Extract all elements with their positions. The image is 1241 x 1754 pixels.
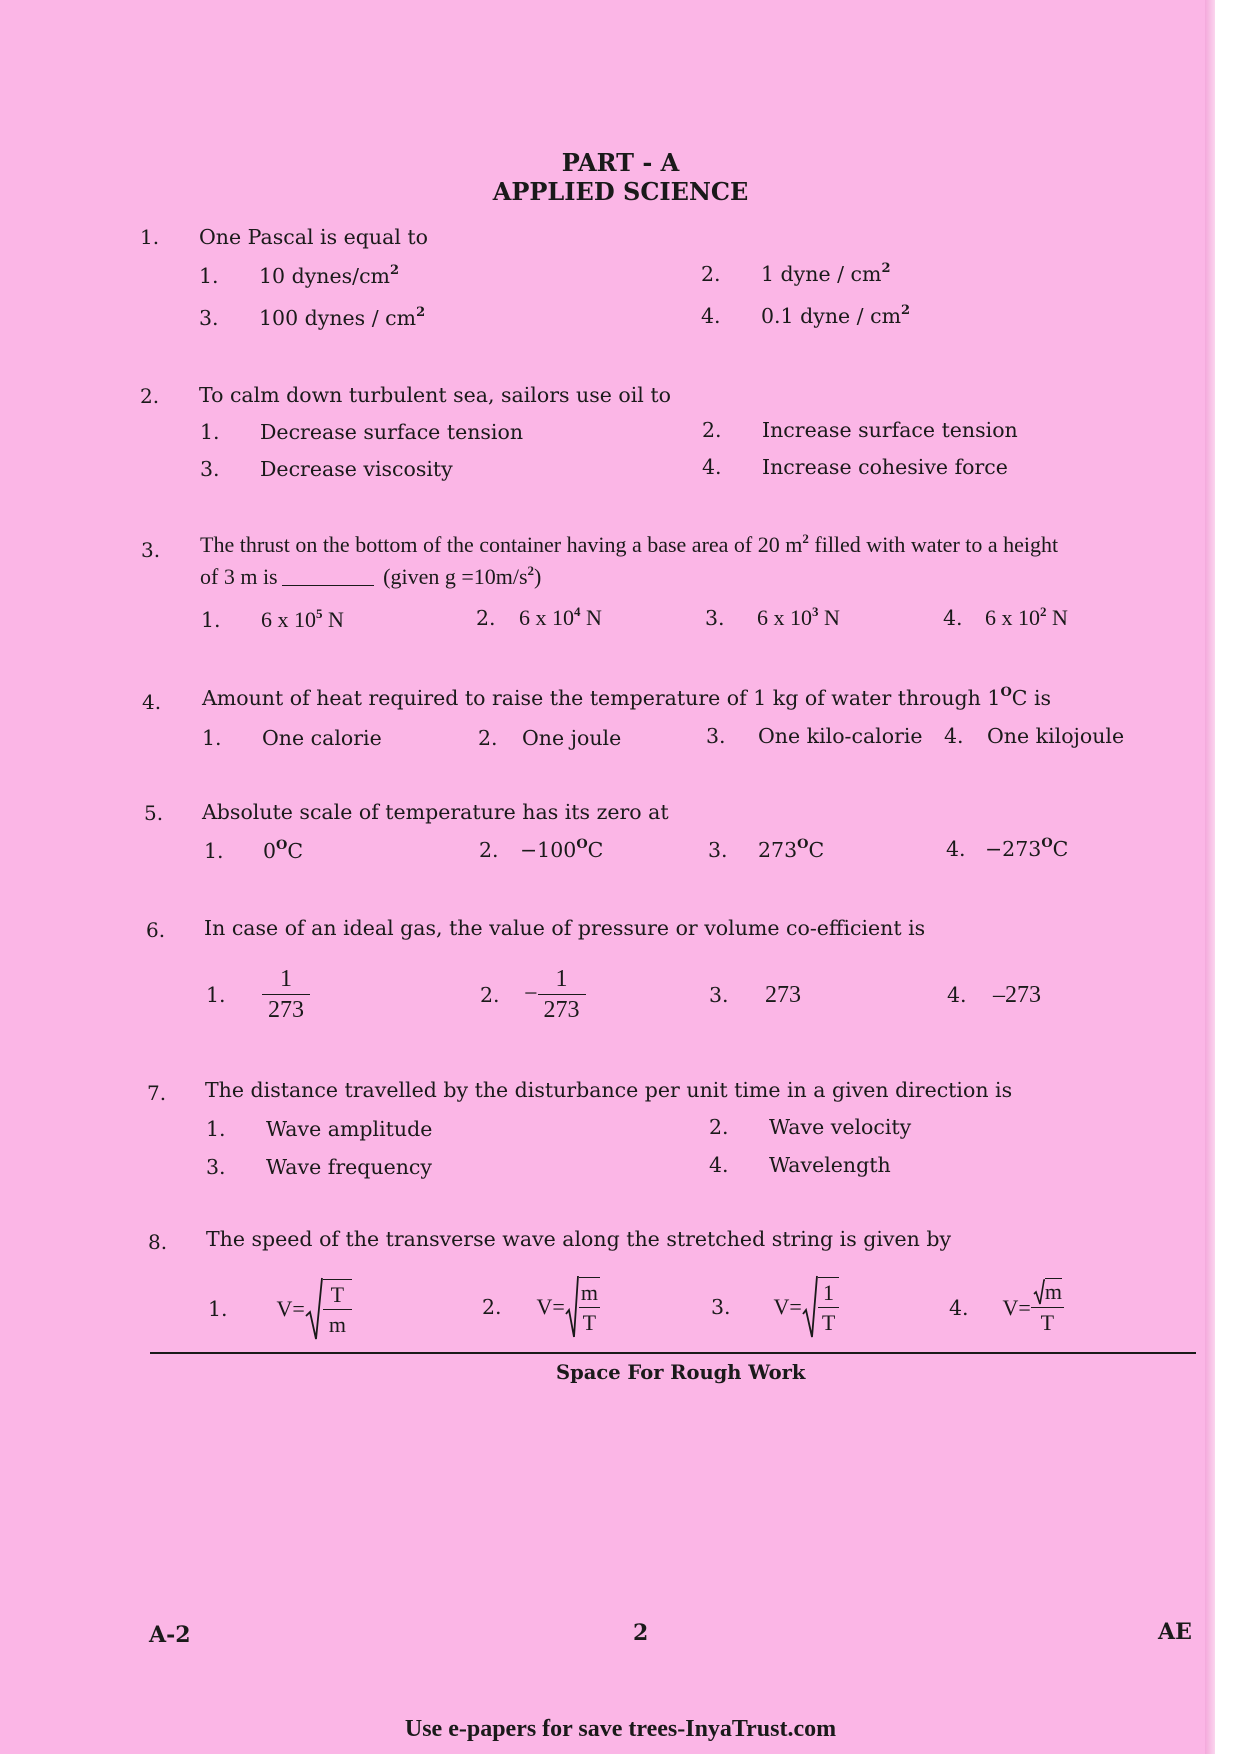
text-part: The thrust on the bottom of the container having a base area of 20 m bbox=[200, 532, 803, 557]
question-number: 6. bbox=[146, 918, 166, 942]
fraction bbox=[579, 1277, 600, 1337]
question-text: In case of an ideal gas, the value of pressure or volume co-efficient is bbox=[204, 916, 926, 940]
text-part: ) bbox=[534, 564, 542, 589]
option-number: 1. bbox=[206, 1117, 226, 1141]
option-4[interactable] bbox=[946, 837, 1068, 861]
text-part: (given g =10m/s bbox=[383, 564, 528, 589]
option-number: 2. bbox=[479, 838, 499, 862]
question-text: The distance travelled by the disturbance per unit time in a given direction is bbox=[205, 1078, 1013, 1102]
subject-code: AE bbox=[1158, 1619, 1192, 1645]
option-1[interactable] bbox=[204, 839, 303, 863]
option-number: 4. bbox=[702, 455, 722, 479]
option-text: 1 dyne / cm bbox=[761, 262, 882, 286]
superscript: O bbox=[1041, 836, 1053, 851]
option-number: 3. bbox=[706, 724, 726, 748]
question-number: 7. bbox=[147, 1081, 167, 1105]
formula-lhs: V= bbox=[276, 1296, 305, 1321]
option-1[interactable] bbox=[206, 964, 310, 1025]
option-text: 6 x 10 bbox=[985, 605, 1040, 630]
option-number: 3. bbox=[199, 306, 219, 330]
denominator: 273 bbox=[268, 997, 304, 1023]
option-text: –273 bbox=[993, 982, 1041, 1008]
paper-code: A-2 bbox=[149, 1622, 191, 1648]
numerator: m bbox=[1044, 1279, 1062, 1304]
option-text: Wave frequency bbox=[266, 1155, 432, 1179]
minus-sign: − bbox=[524, 981, 538, 1007]
option-number: 3. bbox=[705, 606, 725, 630]
option-3[interactable] bbox=[711, 1274, 839, 1340]
option-3[interactable] bbox=[199, 306, 425, 330]
option-2[interactable] bbox=[702, 418, 1018, 442]
text-part: filled with water to a height bbox=[808, 532, 1059, 557]
denominator: T bbox=[582, 1310, 597, 1335]
radical-sign bbox=[565, 1274, 579, 1340]
superscript: O bbox=[276, 838, 288, 853]
option-text: Decrease surface tension bbox=[260, 420, 524, 444]
option-text: 10 dynes/cm bbox=[259, 264, 390, 288]
option-text: 0 bbox=[263, 839, 277, 863]
superscript: 2 bbox=[1040, 604, 1047, 619]
option-text: Increase cohesive force bbox=[762, 455, 1008, 479]
superscript: O bbox=[797, 837, 809, 852]
option-number: 3. bbox=[200, 457, 220, 481]
option-number: 2. bbox=[480, 982, 500, 1007]
question-number: 3. bbox=[141, 538, 161, 562]
fraction bbox=[262, 964, 310, 1025]
option-text: Wavelength bbox=[769, 1153, 891, 1177]
option-number: 4. bbox=[946, 837, 966, 861]
option-number: 3. bbox=[709, 983, 729, 1007]
option-1[interactable] bbox=[202, 726, 382, 750]
numerator-group bbox=[1031, 1277, 1064, 1308]
question-text: The speed of the transverse wave along the stretched string is given by bbox=[206, 1227, 952, 1251]
question-text bbox=[202, 686, 1051, 710]
option-number: 2. bbox=[482, 1295, 502, 1319]
option-number: 2. bbox=[709, 1115, 729, 1139]
option-4[interactable] bbox=[947, 982, 1041, 1009]
numerator: 1 bbox=[818, 1278, 839, 1308]
option-text: Wave velocity bbox=[769, 1115, 912, 1139]
fraction bbox=[538, 964, 586, 1025]
question-text-line-1 bbox=[200, 532, 1058, 558]
option-4[interactable] bbox=[709, 1153, 891, 1177]
option-text: 0.1 dyne / cm bbox=[761, 304, 902, 328]
option-1[interactable] bbox=[201, 607, 344, 633]
numerator: T bbox=[323, 1280, 352, 1310]
option-1[interactable] bbox=[200, 420, 523, 444]
option-2[interactable] bbox=[482, 1274, 600, 1340]
option-text: 6 x 10 bbox=[519, 605, 574, 630]
option-unit: N bbox=[1046, 605, 1068, 630]
option-text: 6 x 10 bbox=[261, 607, 316, 632]
superscript: 2 bbox=[390, 263, 400, 278]
formula bbox=[774, 1274, 840, 1340]
option-2[interactable] bbox=[480, 964, 586, 1025]
option-text: 273 bbox=[765, 982, 801, 1008]
superscript: O bbox=[1000, 685, 1012, 700]
option-3[interactable] bbox=[708, 838, 824, 862]
option-unit: C bbox=[808, 838, 825, 862]
option-number: 3. bbox=[206, 1155, 226, 1179]
option-2[interactable] bbox=[479, 838, 603, 862]
radical-sign bbox=[1033, 1279, 1045, 1305]
option-unit: N bbox=[818, 605, 840, 630]
superscript: 5 bbox=[316, 606, 323, 621]
option-1[interactable] bbox=[208, 1276, 352, 1342]
superscript: O bbox=[576, 837, 588, 852]
question-text: Absolute scale of temperature has its zero at bbox=[202, 800, 669, 824]
option-2[interactable] bbox=[701, 262, 891, 286]
watermark-note: Use e-papers for save trees-InyaTrust.com bbox=[404, 1716, 837, 1742]
page-number: 2 bbox=[633, 1620, 649, 1646]
formula bbox=[277, 1276, 352, 1342]
superscript: 2 bbox=[416, 305, 426, 320]
subject-heading: APPLIED SCIENCE bbox=[492, 177, 749, 206]
option-number: 4. bbox=[944, 724, 964, 748]
option-number: 1. bbox=[201, 608, 221, 632]
fraction bbox=[323, 1279, 352, 1339]
numerator: m bbox=[579, 1278, 600, 1308]
text-part: Amount of heat required to raise the temperature of 1 kg of water through 1 bbox=[202, 686, 1001, 710]
option-3[interactable] bbox=[206, 1155, 432, 1179]
option-text: −273 bbox=[985, 837, 1042, 861]
option-number: 1. bbox=[202, 726, 222, 750]
option-4[interactable] bbox=[944, 724, 1124, 748]
option-text: One kilo-calorie bbox=[758, 724, 923, 748]
option-text: One kilojoule bbox=[987, 724, 1125, 748]
option-number: 1. bbox=[208, 1297, 228, 1321]
option-text: 6 x 10 bbox=[757, 605, 812, 630]
option-2[interactable] bbox=[709, 1115, 911, 1139]
option-unit: N bbox=[322, 607, 344, 632]
option-unit: C bbox=[287, 839, 304, 863]
section-divider bbox=[150, 1352, 1196, 1354]
option-number: 2. bbox=[478, 726, 498, 750]
option-1[interactable] bbox=[199, 264, 399, 288]
superscript: 2 bbox=[527, 563, 535, 578]
option-4[interactable] bbox=[702, 455, 1008, 479]
denominator: T bbox=[1040, 1310, 1055, 1335]
option-text: 273 bbox=[758, 838, 798, 862]
option-number: 4. bbox=[709, 1153, 729, 1177]
denominator: T bbox=[821, 1310, 836, 1335]
radical-sign bbox=[802, 1274, 818, 1340]
option-text: One calorie bbox=[262, 726, 382, 750]
question-number: 2. bbox=[140, 384, 160, 408]
option-number: 2. bbox=[476, 606, 496, 630]
question-number: 4. bbox=[142, 690, 162, 714]
formula-lhs: V= bbox=[1002, 1294, 1031, 1320]
option-unit: C bbox=[587, 838, 604, 862]
option-3[interactable] bbox=[709, 982, 801, 1009]
option-1[interactable] bbox=[206, 1117, 432, 1141]
question-number: 8. bbox=[148, 1230, 168, 1254]
formula bbox=[1003, 1277, 1064, 1338]
numerator: 1 bbox=[538, 964, 586, 995]
part-heading: PART - A bbox=[561, 148, 680, 177]
option-number: 2. bbox=[701, 262, 721, 286]
option-text: Decrease viscosity bbox=[260, 457, 453, 481]
denominator: m bbox=[328, 1312, 346, 1337]
formula bbox=[537, 1274, 600, 1340]
fraction bbox=[1031, 1277, 1064, 1338]
option-4[interactable] bbox=[943, 605, 1068, 631]
option-number: 4. bbox=[947, 983, 967, 1007]
option-text: Wave amplitude bbox=[266, 1117, 433, 1141]
superscript: 4 bbox=[574, 604, 581, 619]
option-text: 100 dynes / cm bbox=[259, 306, 417, 330]
question-text: One Pascal is equal to bbox=[199, 225, 428, 249]
option-number: 4. bbox=[701, 304, 721, 328]
paper-edge bbox=[1205, 0, 1215, 1754]
option-3[interactable] bbox=[705, 605, 840, 631]
superscript: 2 bbox=[802, 531, 809, 546]
option-4[interactable] bbox=[701, 304, 910, 328]
denominator: 273 bbox=[543, 997, 580, 1023]
formula-lhs: V= bbox=[773, 1294, 802, 1319]
option-2[interactable] bbox=[476, 605, 602, 631]
option-3[interactable] bbox=[706, 724, 923, 748]
option-number: 2. bbox=[702, 418, 722, 442]
option-2[interactable] bbox=[478, 726, 621, 750]
option-3[interactable] bbox=[200, 457, 453, 481]
rough-work-label: Space For Rough Work bbox=[556, 1361, 806, 1384]
option-number: 1. bbox=[204, 839, 224, 863]
numerator: 1 bbox=[262, 964, 310, 995]
option-number: 3. bbox=[708, 838, 728, 862]
option-unit: C bbox=[1052, 837, 1069, 861]
option-4[interactable] bbox=[949, 1277, 1064, 1338]
question-text-line-2 bbox=[200, 564, 541, 590]
text-part: of 3 m is bbox=[200, 564, 278, 589]
option-unit: N bbox=[580, 605, 602, 630]
option-number: 4. bbox=[943, 606, 963, 630]
option-text: Increase surface tension bbox=[762, 418, 1018, 442]
option-number: 1. bbox=[199, 264, 219, 288]
answer-blank bbox=[282, 585, 374, 586]
option-number: 1. bbox=[206, 982, 226, 1007]
fraction bbox=[818, 1277, 839, 1337]
superscript: 3 bbox=[812, 604, 819, 619]
text-part: C is bbox=[1011, 686, 1052, 710]
option-number: 1. bbox=[200, 420, 220, 444]
option-text: −100 bbox=[520, 838, 577, 862]
option-number: 3. bbox=[711, 1295, 731, 1319]
question-number: 1. bbox=[140, 225, 160, 249]
formula-lhs: V= bbox=[536, 1294, 565, 1319]
superscript: 2 bbox=[881, 261, 891, 276]
option-text: One joule bbox=[522, 726, 622, 750]
radical-sign bbox=[305, 1276, 323, 1342]
superscript: 2 bbox=[901, 303, 911, 318]
question-text: To calm down turbulent sea, sailors use oil to bbox=[199, 383, 671, 407]
question-number: 5. bbox=[144, 801, 164, 825]
option-number: 4. bbox=[949, 1295, 969, 1320]
